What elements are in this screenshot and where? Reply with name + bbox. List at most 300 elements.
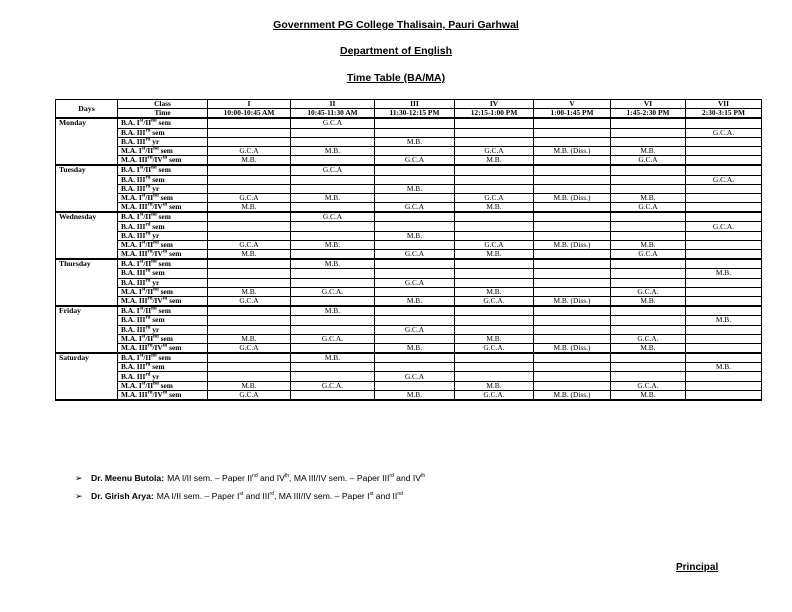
text-part: M.A. I <box>121 287 142 296</box>
schedule-cell <box>534 306 611 316</box>
schedule-cell <box>611 128 686 137</box>
schedule-cell: M.B. <box>455 287 534 296</box>
schedule-cell <box>686 372 762 381</box>
table-row <box>56 175 762 184</box>
table-row <box>56 353 762 363</box>
schedule-cell <box>686 296 762 306</box>
text-part: M.A. III <box>121 249 148 259</box>
text-part: B.A. I <box>121 306 140 316</box>
text-part: sem <box>150 315 165 325</box>
schedule-cell <box>455 137 534 146</box>
note-item <box>75 469 425 487</box>
schedule-cell <box>686 325 762 334</box>
table-row <box>56 363 762 372</box>
text-part: /IV <box>152 249 163 259</box>
text-part: sem <box>158 381 173 390</box>
table-row <box>56 250 762 260</box>
schedule-cell: M.B. <box>686 363 762 372</box>
arrow-bullet-icon: ➢ <box>75 472 83 483</box>
schedule-cell <box>534 269 611 278</box>
schedule-cell <box>455 222 534 231</box>
period-number: V <box>534 100 611 109</box>
schedule-cell: M.B. (Diss.) <box>534 390 611 400</box>
schedule-cell <box>686 259 762 269</box>
table-row <box>56 203 762 213</box>
table-row <box>56 325 762 334</box>
text-part: sem <box>150 268 165 278</box>
text-part: yr <box>150 137 160 146</box>
teacher-notes <box>75 469 425 505</box>
schedule-cell <box>291 316 375 325</box>
superscript: nd <box>151 212 157 218</box>
schedule-cell <box>208 165 291 175</box>
period-time: 1:00-1:45 PM <box>534 109 611 119</box>
schedule-cell <box>455 353 534 363</box>
schedule-cell: G.C.A. <box>455 343 534 353</box>
table-row <box>56 390 762 400</box>
schedule-cell <box>375 240 455 249</box>
period-number: IV <box>455 100 534 109</box>
schedule-cell: M.B. <box>375 137 455 146</box>
schedule-cell <box>455 259 534 269</box>
schedule-cell <box>455 231 534 240</box>
text-part: sem <box>167 343 182 352</box>
schedule-cell: M.B. <box>686 269 762 278</box>
schedule-cell: G.C.A <box>375 250 455 260</box>
schedule-cell <box>686 381 762 390</box>
text-part: sem <box>158 334 173 343</box>
schedule-cell <box>534 203 611 213</box>
schedule-cell: G.C.A. <box>291 334 375 343</box>
superscript: th <box>284 473 290 480</box>
table-row <box>56 259 762 269</box>
schedule-cell <box>375 334 455 343</box>
schedule-cell: M.B. <box>686 316 762 325</box>
schedule-cell <box>291 250 375 260</box>
schedule-cell <box>686 306 762 316</box>
schedule-cell <box>455 118 534 128</box>
timetable <box>55 99 762 401</box>
schedule-cell <box>686 212 762 222</box>
schedule-cell: M.B. <box>291 353 375 363</box>
class-label <box>118 363 208 372</box>
schedule-cell: M.B. <box>455 334 534 343</box>
superscript: rd <box>145 175 151 181</box>
text-part: B.A. III <box>121 325 146 334</box>
table-row <box>56 334 762 343</box>
superscript: nd <box>153 146 159 152</box>
text-part: B.A. I <box>121 165 140 175</box>
schedule-cell <box>686 231 762 240</box>
text-part: sem <box>156 212 171 222</box>
class-label <box>118 296 208 306</box>
text-part: M.A. III <box>121 155 148 165</box>
schedule-cell: M.B. <box>291 240 375 249</box>
note-text <box>167 473 425 483</box>
superscript: rd <box>389 473 394 480</box>
schedule-cell <box>611 353 686 363</box>
schedule-cell: G.C.A <box>291 118 375 128</box>
schedule-cell <box>375 118 455 128</box>
class-label <box>118 212 208 222</box>
schedule-cell: M.B. <box>455 381 534 390</box>
superscript: nd <box>151 306 157 312</box>
table-row <box>56 184 762 193</box>
superscript: nd <box>151 259 157 265</box>
schedule-cell: M.B. <box>611 343 686 353</box>
table-row <box>56 240 762 249</box>
schedule-cell <box>534 287 611 296</box>
class-label <box>118 175 208 184</box>
text-part: sem <box>167 202 182 212</box>
schedule-cell: M.B. <box>291 306 375 316</box>
schedule-cell <box>208 372 291 381</box>
schedule-cell <box>686 156 762 166</box>
schedule-cell: G.C.A <box>375 325 455 334</box>
schedule-cell: G.C.A <box>455 146 534 155</box>
schedule-cell <box>534 353 611 363</box>
text-part: /IV <box>152 155 163 165</box>
schedule-cell <box>375 363 455 372</box>
schedule-cell <box>291 203 375 213</box>
schedule-cell: G.C.A. <box>291 381 375 390</box>
schedule-cell <box>455 316 534 325</box>
text-part: yr <box>150 371 160 381</box>
table-row <box>56 156 762 166</box>
schedule-cell <box>534 363 611 372</box>
superscript: st <box>139 165 144 171</box>
schedule-cell <box>611 212 686 222</box>
text-part: , MA III/IV sem. – Paper III <box>289 473 390 483</box>
schedule-cell <box>208 259 291 269</box>
schedule-cell: G.C.A. <box>611 334 686 343</box>
text-part: M.A. I <box>121 240 142 249</box>
text-part: sem <box>158 287 173 296</box>
text-part: yr <box>150 278 160 287</box>
schedule-cell: G.C.A. <box>291 287 375 296</box>
superscript: rd <box>145 222 151 228</box>
schedule-cell <box>375 306 455 316</box>
superscript: rd <box>145 231 151 237</box>
class-header: Class <box>118 100 208 109</box>
schedule-cell <box>686 184 762 193</box>
text-part: /II <box>145 334 154 343</box>
class-label <box>118 334 208 343</box>
schedule-cell: G.C.A <box>375 203 455 213</box>
schedule-cell: M.B. <box>208 381 291 390</box>
class-label <box>118 278 208 287</box>
text-part: B.A. III <box>121 231 146 240</box>
schedule-cell <box>375 165 455 175</box>
period-number: II <box>291 100 375 109</box>
text-part: sem <box>167 155 182 165</box>
schedule-cell: G.C.A <box>455 193 534 202</box>
schedule-cell <box>208 184 291 193</box>
schedule-cell: G.C.A <box>208 193 291 202</box>
days-header: Days <box>56 100 118 119</box>
note-text <box>157 491 403 501</box>
text-part: /II <box>143 165 152 175</box>
schedule-cell <box>291 278 375 287</box>
table-row <box>56 118 762 128</box>
period-time: 2:30-3:15 PM <box>686 109 762 119</box>
text-part: M.A. III <box>121 296 148 306</box>
schedule-cell: G.C.A <box>611 156 686 166</box>
text-part: and IV <box>257 473 285 483</box>
header-row-periods <box>56 100 762 109</box>
text-part: M.A. I <box>121 334 142 343</box>
schedule-cell <box>686 118 762 128</box>
class-label <box>118 390 208 400</box>
schedule-cell <box>291 156 375 166</box>
text-part: /IV <box>152 202 163 212</box>
schedule-cell: M.B. <box>455 156 534 166</box>
superscript: nd <box>151 353 157 359</box>
superscript: rd <box>269 491 274 498</box>
schedule-cell <box>375 193 455 202</box>
class-label <box>118 118 208 128</box>
schedule-cell <box>534 250 611 260</box>
text-part: sem <box>158 193 173 202</box>
day-label: Saturday <box>56 353 118 400</box>
schedule-cell <box>291 343 375 353</box>
superscript: st <box>141 193 146 199</box>
superscript: st <box>139 259 144 265</box>
schedule-cell <box>534 381 611 390</box>
schedule-cell <box>534 156 611 166</box>
teacher-name: Dr. Girish Arya: <box>91 491 154 501</box>
text-part: , MA III/IV sem. – Paper I <box>274 491 370 501</box>
class-label <box>118 250 208 260</box>
schedule-cell <box>375 287 455 296</box>
schedule-cell <box>611 269 686 278</box>
schedule-cell <box>611 363 686 372</box>
table-row <box>56 278 762 287</box>
schedule-cell: G.C.A <box>375 156 455 166</box>
text-part: yr <box>150 231 160 240</box>
schedule-cell: M.B. <box>208 156 291 166</box>
class-label <box>118 343 208 353</box>
schedule-cell <box>291 175 375 184</box>
superscript: nd <box>252 473 258 480</box>
schedule-cell <box>534 137 611 146</box>
schedule-cell: G.C.A. <box>686 128 762 137</box>
superscript: rd <box>145 315 151 321</box>
text-part: /II <box>143 259 152 269</box>
schedule-cell <box>455 165 534 175</box>
schedule-cell <box>686 165 762 175</box>
class-label <box>118 287 208 296</box>
schedule-cell <box>291 372 375 381</box>
text-part: sem <box>156 259 171 269</box>
superscript: rd <box>147 390 153 396</box>
superscript: st <box>139 353 144 359</box>
text-part: M.A. III <box>121 390 148 399</box>
schedule-cell <box>534 184 611 193</box>
text-part: /IV <box>152 296 163 306</box>
schedule-cell: M.B. <box>375 231 455 240</box>
schedule-cell: M.B. <box>611 240 686 249</box>
text-part: B.A. III <box>121 278 146 287</box>
period-time: 10:45-11:30 AM <box>291 109 375 119</box>
schedule-cell: G.C.A <box>291 165 375 175</box>
schedule-cell: M.B. <box>375 390 455 400</box>
superscript: nd <box>151 165 157 171</box>
schedule-cell <box>291 222 375 231</box>
class-label <box>118 259 208 269</box>
superscript: th <box>162 202 168 208</box>
superscript: st <box>141 381 146 387</box>
schedule-cell: M.B. <box>208 203 291 213</box>
schedule-cell <box>208 306 291 316</box>
text-part: B.A. III <box>121 268 146 278</box>
schedule-cell: G.C.A <box>375 372 455 381</box>
table-row <box>56 287 762 296</box>
schedule-cell: M.B. <box>611 193 686 202</box>
text-part: B.A. I <box>121 353 140 363</box>
superscript: st <box>139 306 144 312</box>
schedule-cell <box>611 372 686 381</box>
superscript: nd <box>153 240 159 246</box>
day-label: Tuesday <box>56 165 118 212</box>
text-part: sem <box>167 249 182 259</box>
superscript: st <box>369 491 374 498</box>
schedule-cell <box>208 353 291 363</box>
superscript: st <box>239 491 244 498</box>
schedule-cell: M.B. (Diss.) <box>534 240 611 249</box>
schedule-cell: G.C.A. <box>611 287 686 296</box>
superscript: rd <box>145 184 151 190</box>
schedule-cell <box>291 128 375 137</box>
day-label: Thursday <box>56 259 118 306</box>
superscript: rd <box>145 325 151 331</box>
schedule-cell: G.C.A <box>611 203 686 213</box>
text-part: and IV <box>393 473 422 483</box>
superscript: rd <box>145 269 151 274</box>
college-title: Government PG College Thalisain, Pauri Garhwal <box>273 19 519 31</box>
principal-signature-label: Principal <box>676 562 719 573</box>
class-label <box>118 137 208 146</box>
period-time: 1:45-2:30 PM <box>611 109 686 119</box>
schedule-cell: G.C.A. <box>686 222 762 231</box>
schedule-cell: G.C.A. <box>455 296 534 306</box>
text-part: MA I/II sem. – Paper II <box>167 473 253 483</box>
superscript: th <box>421 473 426 480</box>
text-part: sem <box>150 128 165 137</box>
text-part: M.A. I <box>121 193 142 202</box>
schedule-cell <box>291 363 375 372</box>
schedule-cell <box>686 240 762 249</box>
period-time: 12:15-1:00 PM <box>455 109 534 119</box>
schedule-cell <box>534 222 611 231</box>
schedule-cell: G.C.A. <box>455 390 534 400</box>
table-row <box>56 137 762 146</box>
schedule-cell <box>375 212 455 222</box>
superscript: st <box>141 334 146 340</box>
superscript: rd <box>147 296 153 302</box>
class-label <box>118 203 208 213</box>
schedule-cell <box>611 175 686 184</box>
schedule-cell <box>686 278 762 287</box>
class-label <box>118 222 208 231</box>
schedule-cell: M.B. <box>375 296 455 306</box>
schedule-cell: G.C.A <box>455 240 534 249</box>
text-part: M.A. I <box>121 146 142 156</box>
schedule-cell <box>455 372 534 381</box>
text-part: /II <box>145 193 154 202</box>
class-label <box>118 128 208 137</box>
superscript: st <box>139 212 144 218</box>
schedule-cell: M.B. (Diss.) <box>534 146 611 155</box>
superscript: nd <box>153 193 159 199</box>
table-row <box>56 165 762 175</box>
text-part: yr <box>150 325 160 334</box>
schedule-cell <box>455 184 534 193</box>
period-number: I <box>208 100 291 109</box>
text-part: and III <box>243 491 270 501</box>
text-part: B.A. III <box>121 315 146 325</box>
text-part: /II <box>143 353 152 363</box>
superscript: th <box>162 296 168 302</box>
schedule-cell: G.C.A <box>375 278 455 287</box>
table-row <box>56 222 762 231</box>
text-part: sem <box>156 353 171 363</box>
schedule-cell <box>611 325 686 334</box>
schedule-cell: G.C.A <box>208 146 291 155</box>
table-row <box>56 146 762 155</box>
day-label: Monday <box>56 118 118 165</box>
schedule-cell: M.B. (Diss.) <box>534 296 611 306</box>
text-part: sem <box>158 240 173 249</box>
text-part: yr <box>150 184 160 193</box>
schedule-cell <box>686 334 762 343</box>
superscript: th <box>162 249 168 255</box>
text-part: sem <box>150 362 165 372</box>
schedule-cell <box>611 231 686 240</box>
note-item <box>75 487 425 505</box>
schedule-cell <box>208 222 291 231</box>
text-part: B.A. III <box>121 362 146 372</box>
superscript: rd <box>145 362 151 368</box>
schedule-cell: M.B. <box>455 250 534 260</box>
text-part: sem <box>150 175 165 184</box>
day-label: Wednesday <box>56 212 118 259</box>
period-number: VII <box>686 100 762 109</box>
schedule-cell <box>686 343 762 353</box>
schedule-cell <box>375 175 455 184</box>
schedule-cell <box>455 306 534 316</box>
class-label <box>118 193 208 202</box>
text-part: B.A. III <box>121 128 146 137</box>
schedule-cell: G.C.A <box>208 343 291 353</box>
text-part: B.A. III <box>121 221 146 231</box>
schedule-cell <box>534 165 611 175</box>
schedule-cell <box>208 363 291 372</box>
text-part: sem <box>156 165 171 175</box>
superscript: nd <box>153 287 159 293</box>
text-part: /IV <box>152 390 163 399</box>
schedule-cell: M.B. <box>375 343 455 353</box>
schedule-cell <box>208 175 291 184</box>
text-part: B.A. III <box>121 137 146 146</box>
schedule-cell <box>208 137 291 146</box>
schedule-cell <box>534 212 611 222</box>
text-part: sem <box>150 221 165 231</box>
schedule-cell <box>375 381 455 390</box>
schedule-cell: G.C.A <box>611 250 686 260</box>
schedule-cell: M.B. (Diss.) <box>534 343 611 353</box>
schedule-cell <box>375 316 455 325</box>
